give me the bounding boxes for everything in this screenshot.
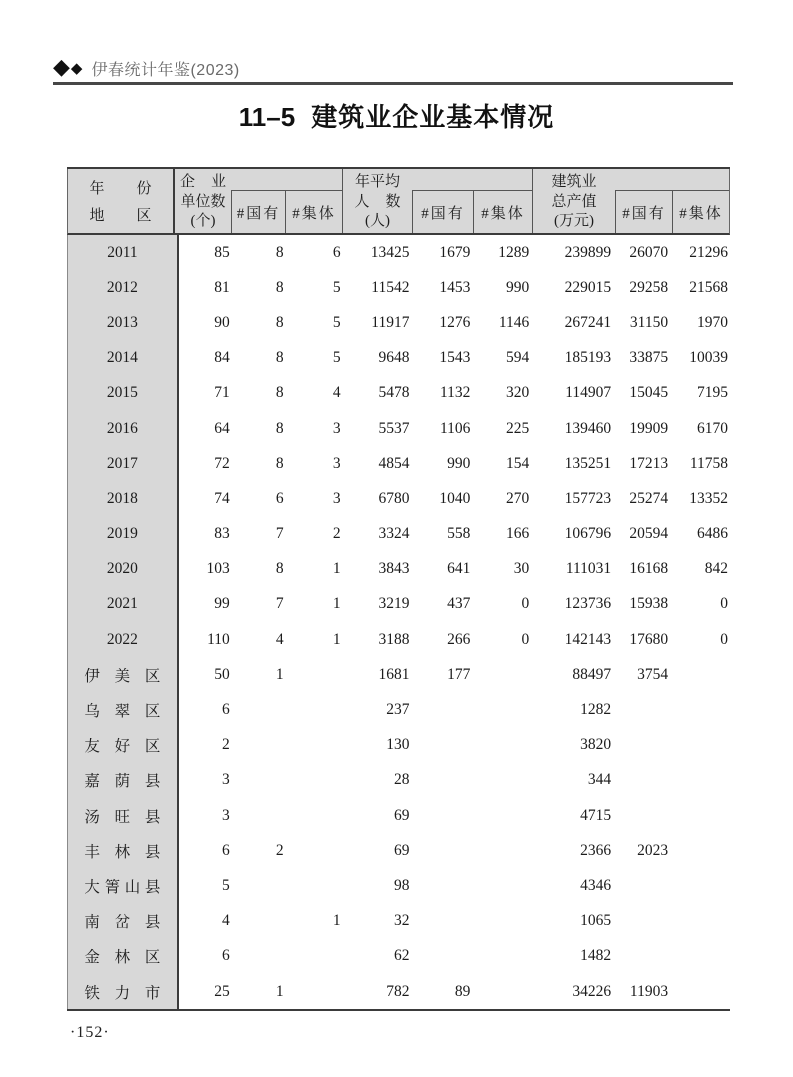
data-cell [235,868,289,903]
data-cell [616,939,673,974]
table-row [68,341,730,376]
data-cell: 5537 [378,419,410,437]
data-cell [289,657,346,692]
data-cell [673,904,730,939]
region-name: 汤 旺 县 [84,808,161,826]
data-cell: 4 [332,384,341,402]
data-cell: 9648 [378,349,410,367]
data-cell: 8 [275,278,284,296]
data-cell: 6 [222,841,230,859]
data-cell: 88497 [572,665,612,683]
data-cell [475,939,534,974]
data-cell: 0 [720,630,728,648]
data-cell [475,974,534,1009]
data-cell: 74 [214,489,230,507]
header-sub-wrap [412,169,532,233]
data-cell: 13425 [370,243,410,261]
diamond-large-icon: ◆ [53,55,70,80]
header-sub-col: #集体 [473,191,532,233]
page-number: ·152· [70,1024,110,1041]
header-sub-col: #国有 [231,191,285,233]
region-name: 大箐山县 [84,878,161,896]
data-cell: 85 [214,243,230,261]
data-cell: 229015 [564,278,612,296]
data-cell: 21568 [689,278,728,296]
data-cell: 1132 [439,384,471,402]
data-cell: 72 [214,454,230,472]
data-cell: 990 [506,278,530,296]
data-cell: 50 [214,665,230,683]
data-cell: 1 [332,630,341,648]
data-cell: 34226 [572,982,612,1000]
data-cell: 225 [506,419,530,437]
data-cell: 4 [222,912,230,930]
data-cell: 98 [393,876,410,894]
table-row [68,657,730,692]
data-cell [414,728,475,763]
data-cell [673,657,730,692]
data-cell [235,692,289,727]
data-cell: 106796 [564,525,612,543]
data-cell: 2366 [580,841,612,859]
data-cell: 90 [214,313,230,331]
data-cell: 11903 [629,982,669,1000]
corner-line2: 地 区 [89,208,152,224]
row-label: 2014 [68,341,179,376]
data-cell: 5 [222,876,230,894]
data-cell [414,692,475,727]
data-cell: 8 [275,384,284,402]
data-cell: 239899 [564,243,612,261]
header-sub-col: #集体 [672,191,729,233]
data-cell: 266 [447,630,471,648]
data-cell: 990 [447,454,471,472]
data-cell [475,868,534,903]
data-cell: 13352 [689,489,728,507]
data-cell: 166 [506,525,530,543]
data-cell: 4 [275,630,284,648]
data-cell: 0 [521,630,530,648]
data-cell: 157723 [564,489,612,507]
data-cell [289,798,346,833]
data-cell [616,728,673,763]
data-cell [673,868,730,903]
table-row [68,798,730,833]
data-cell [673,763,730,798]
data-cell: 3 [222,806,230,824]
data-cell: 3 [332,419,341,437]
data-cell: 7 [275,595,284,613]
data-cell [673,692,730,727]
data-cell: 84 [214,349,230,367]
table-row [68,411,730,446]
data-cell: 11917 [371,313,410,331]
header-main-line: 年平均 [354,174,400,190]
data-cell: 237 [386,701,410,719]
data-cell: 782 [386,982,410,1000]
data-cell: 130 [386,736,410,754]
data-cell [616,798,673,833]
data-cell: 2 [222,736,230,754]
data-cell: 17680 [629,630,669,648]
data-cell [414,833,475,868]
data-cell: 437 [447,595,471,613]
row-label: 2016 [68,411,179,446]
region-name: 丰 林 县 [84,843,161,861]
data-cell: 1 [275,665,284,683]
data-cell: 7195 [697,384,728,402]
row-label: 2013 [68,305,179,340]
data-cell [673,833,730,868]
header-corner-cell [68,169,175,233]
data-cell: 3820 [580,736,612,754]
region-name: 金 林 区 [84,949,161,967]
data-cell [673,798,730,833]
table-row [68,305,730,340]
table-row [68,939,730,974]
table-row [68,270,730,305]
data-cell: 110 [207,630,230,648]
data-cell: 267241 [564,313,612,331]
row-label: 2011 [68,235,179,270]
data-cell [414,939,475,974]
data-cell [289,868,346,903]
table-row [68,376,730,411]
table-header [67,169,730,235]
data-cell: 29258 [629,278,669,296]
table-row [68,763,730,798]
data-cell: 11758 [689,454,728,472]
data-cell [673,974,730,1009]
data-cell: 19909 [629,419,669,437]
header-main-line: 总产值 [551,193,597,210]
data-cell [289,692,346,727]
data-cell [289,833,346,868]
header-rule [53,82,733,85]
data-cell: 1543 [439,349,471,367]
data-cell: 5 [332,349,341,367]
row-label: 2018 [68,481,179,516]
data-cell: 2023 [637,841,669,859]
header-sub-col: #国有 [412,191,473,233]
data-cell: 0 [521,595,530,613]
header-sub-col: #集体 [285,191,342,233]
header-main-col [175,169,231,233]
data-cell [289,974,346,1009]
data-cell [673,939,730,974]
data-cell: 3219 [378,595,410,613]
header-main-line: 企 业 [180,174,226,190]
data-cell: 83 [214,525,230,543]
data-cell: 32 [393,912,410,930]
table-row [68,235,730,270]
data-cell [414,868,475,903]
data-cell: 4854 [378,454,410,472]
data-cell [475,833,534,868]
data-cell: 33875 [629,349,669,367]
data-cell: 25274 [629,489,669,507]
data-cell: 1453 [439,278,471,296]
data-cell: 320 [506,384,530,402]
data-cell: 3 [222,771,230,789]
data-cell: 28 [393,771,410,789]
table-row [68,552,730,587]
row-label [68,974,179,1009]
region-name: 铁 力 市 [84,984,161,1002]
data-cell: 5 [332,278,341,296]
header-group-3 [533,169,729,233]
data-cell: 16168 [629,560,669,578]
data-cell: 20594 [629,525,669,543]
data-cell [235,904,289,939]
data-cell [235,798,289,833]
header-main-line: (人) [365,213,390,229]
corner-line1: 年 份 [89,181,152,197]
data-cell: 114907 [565,384,612,402]
data-cell: 17213 [629,454,669,472]
page-header-band [53,54,240,82]
data-cell: 3188 [378,630,410,648]
data-cell: 123736 [564,595,612,613]
data-cell [235,763,289,798]
data-cell: 1 [332,560,341,578]
row-label [68,763,179,798]
data-cell: 1681 [378,665,410,683]
data-cell [235,728,289,763]
row-label: 2012 [68,270,179,305]
data-cell [616,868,673,903]
data-cell: 8 [275,313,284,331]
row-label [68,728,179,763]
data-cell: 103 [206,560,230,578]
yearbook-title: 伊春统计年鉴(2023) [91,61,240,79]
header-sub-wrap [231,169,342,233]
data-cell: 64 [214,419,230,437]
data-cell: 177 [447,665,471,683]
data-cell [673,728,730,763]
data-cell [289,763,346,798]
header-main-line: 建筑业 [551,174,597,190]
header-main-line: 单位数 [180,193,226,210]
region-name: 嘉 荫 县 [84,773,161,791]
data-cell: 142143 [564,630,612,648]
table-row [68,833,730,868]
data-cell: 135251 [564,454,612,472]
table-row [68,728,730,763]
row-label: 2017 [68,446,179,481]
data-cell: 25 [214,982,230,1000]
table-number: 11–5 [238,102,296,132]
data-cell: 1 [332,912,341,930]
table-body [67,235,730,1009]
data-cell: 1065 [580,912,612,930]
data-cell: 6486 [697,525,728,543]
header-sub-col: #国有 [615,191,672,233]
data-cell: 5 [332,313,341,331]
data-cell: 5478 [378,384,410,402]
region-name: 友 好 区 [84,738,161,756]
data-cell [616,904,673,939]
region-name: 伊 美 区 [84,667,161,685]
data-cell: 1 [275,982,284,1000]
data-cell [475,904,534,939]
row-label [68,939,179,974]
statistics-table [67,167,730,1011]
data-cell: 1679 [439,243,471,261]
data-cell: 15938 [629,595,669,613]
data-cell [475,798,534,833]
data-cell: 30 [513,560,530,578]
data-cell: 8 [275,454,284,472]
data-cell: 89 [454,982,471,1000]
header-group-1 [175,169,343,233]
data-cell: 2 [275,841,284,859]
region-name: 乌 翠 区 [84,703,161,721]
data-cell [475,763,534,798]
row-label [68,798,179,833]
table-row [68,974,730,1009]
row-label [68,692,179,727]
data-cell: 154 [506,454,530,472]
table-row [68,904,730,939]
data-cell [289,728,346,763]
data-cell: 21296 [689,243,728,261]
table-row [68,481,730,516]
data-cell: 7 [275,525,284,543]
data-cell: 594 [506,349,530,367]
data-cell: 139460 [564,419,612,437]
data-cell [414,904,475,939]
header-main-line: (个) [190,213,216,229]
data-cell: 8 [275,243,284,261]
row-label: 2020 [68,552,179,587]
data-cell: 3843 [378,560,410,578]
table-row [68,868,730,903]
header-main-line: 人 数 [354,193,401,210]
data-cell: 3 [332,454,341,472]
data-cell: 26070 [629,243,669,261]
data-cell: 3324 [378,525,410,543]
data-cell: 69 [393,841,410,859]
data-cell: 111031 [565,560,612,578]
header-main-line: (万元) [554,213,594,229]
data-cell: 99 [214,595,230,613]
row-label [68,833,179,868]
data-cell: 1482 [580,947,612,965]
header-main-col [343,169,412,233]
data-cell [235,939,289,974]
data-cell: 8 [275,419,284,437]
data-cell: 1970 [697,313,728,331]
table-title-text: 建筑业企业基本情况 [311,102,555,132]
data-cell: 69 [393,806,410,824]
data-cell: 6 [222,701,230,719]
data-cell: 3754 [637,665,669,683]
row-label [68,868,179,903]
data-cell [289,939,346,974]
data-cell [414,763,475,798]
data-cell: 1106 [439,419,471,437]
row-label: 2021 [68,587,179,622]
data-cell [475,692,534,727]
data-cell: 1 [332,595,341,613]
data-cell: 1289 [498,243,530,261]
row-label: 2019 [68,517,179,552]
header-sub-wrap [615,169,729,233]
data-cell: 8 [275,560,284,578]
data-cell: 31150 [629,313,669,331]
data-cell: 558 [447,525,471,543]
data-cell: 1276 [439,313,471,331]
header-group-2 [343,169,533,233]
data-cell: 2 [332,525,341,543]
data-cell: 6170 [697,419,728,437]
table-row [68,446,730,481]
data-cell: 1040 [439,489,471,507]
data-cell: 81 [214,278,230,296]
row-label [68,657,179,692]
data-cell: 1282 [580,701,612,719]
data-cell [616,763,673,798]
data-cell: 641 [447,560,471,578]
data-cell: 15045 [629,384,669,402]
data-cell: 6 [275,489,284,507]
region-name: 南 岔 县 [84,914,161,932]
table-row [68,692,730,727]
header-main-col [533,169,615,233]
data-cell: 3 [332,489,341,507]
data-cell: 62 [393,947,410,965]
data-cell [616,692,673,727]
table-row [68,517,730,552]
data-cell: 6 [332,243,341,261]
data-cell: 842 [704,560,728,578]
data-cell: 6780 [378,489,410,507]
row-label: 2022 [68,622,179,657]
data-cell [475,728,534,763]
data-cell: 344 [587,771,612,789]
table-row [68,622,730,657]
data-cell: 270 [506,489,530,507]
data-cell [414,798,475,833]
data-cell: 8 [275,349,284,367]
data-cell [475,657,534,692]
data-cell: 185193 [564,349,612,367]
data-cell: 6 [222,947,230,965]
table-title [0,97,793,134]
row-label: 2015 [68,376,179,411]
data-cell: 4346 [580,876,612,894]
data-cell: 11542 [371,278,410,296]
data-cell: 71 [214,384,230,402]
data-cell: 10039 [689,349,728,367]
diamond-small-icon: ◆ [70,58,83,77]
data-cell: 4715 [580,806,612,824]
data-cell: 1146 [498,313,530,331]
data-cell: 0 [720,595,728,613]
table-row [68,587,730,622]
row-label [68,904,179,939]
